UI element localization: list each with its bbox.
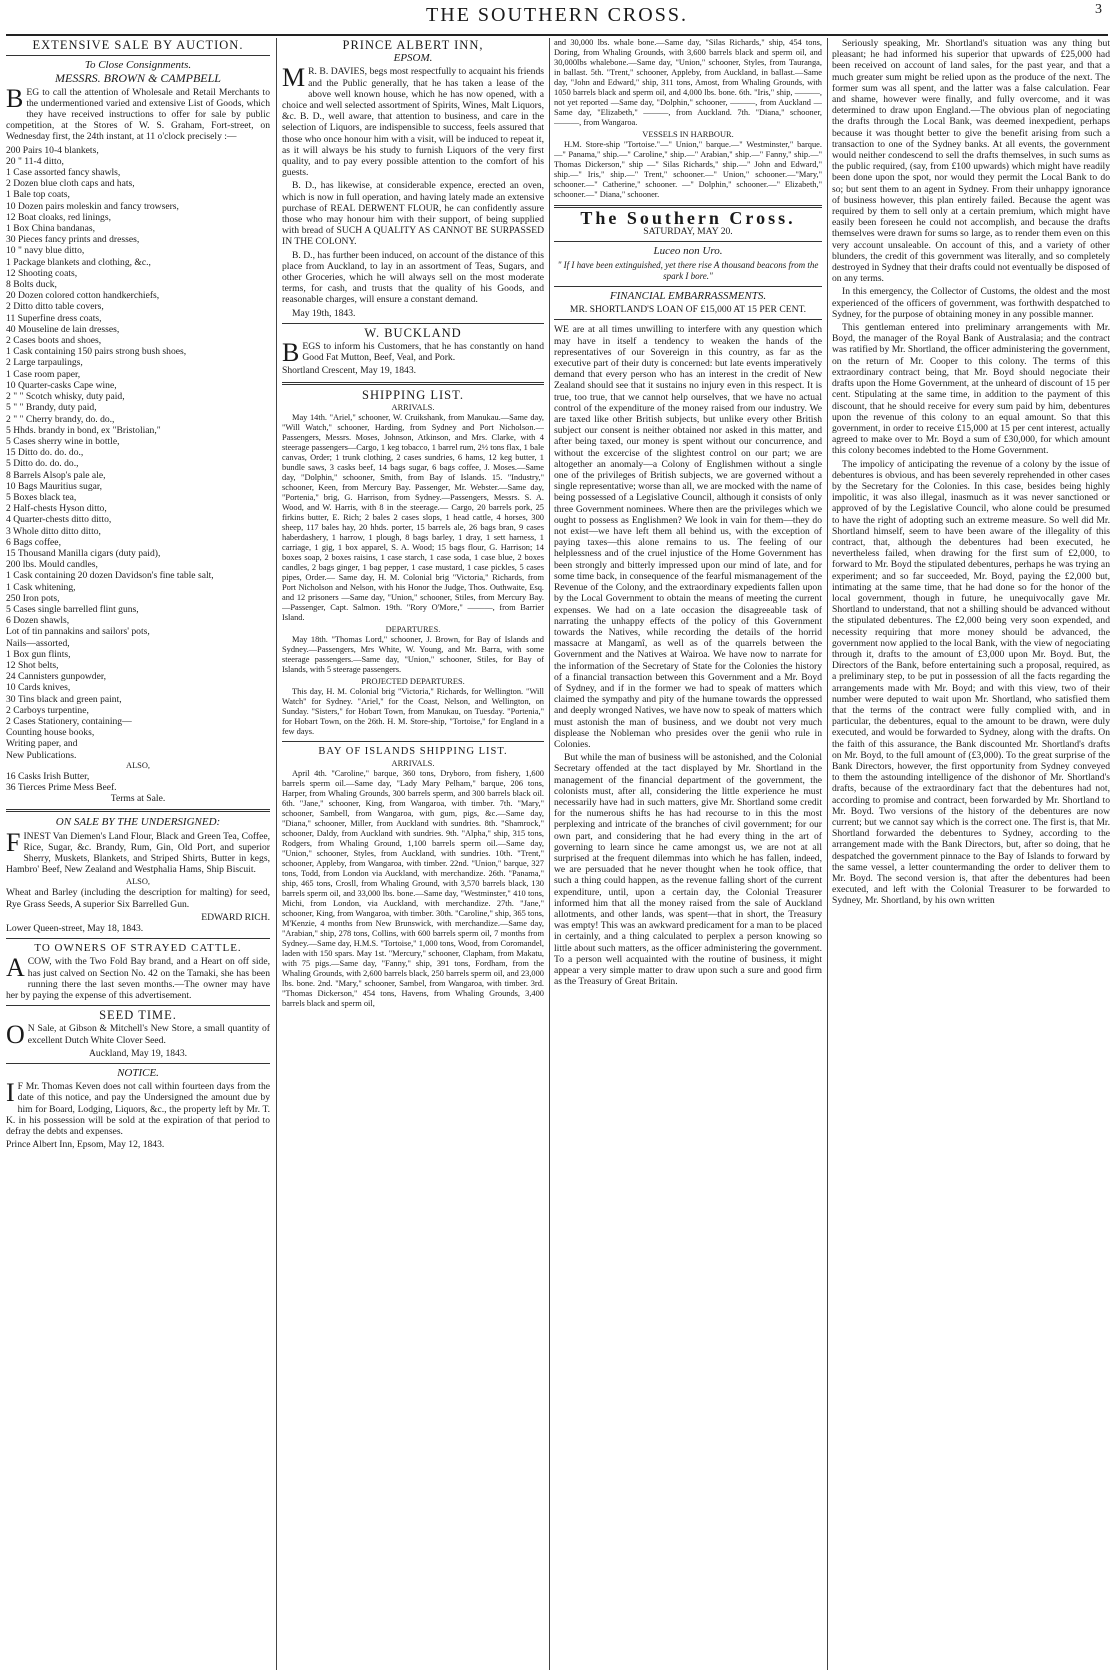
column-divider	[276, 38, 277, 1670]
masthead	[0, 0, 1114, 34]
list-item: 20 " 11-4 ditto,	[6, 155, 64, 167]
page-number: 3	[1095, 2, 1102, 17]
article-subheading: MR. SHORTLAND'S LOAN OF £15,000 AT 15 PER CENT.	[569, 304, 807, 316]
cattle-heading: TO OWNERS OF STRAYED CATTLE.	[34, 942, 242, 955]
list-item: 6 Dozen shawls,	[6, 615, 70, 627]
departures-label: DEPARTURES.	[385, 624, 441, 634]
list-item: 2 Cases boots and shoes,	[6, 335, 102, 347]
notice-text: F Mr. Thomas Keven does not call within fourteen days from the date of this notice, and pay the Undersigned the amount due by him for Board, Lodging, Liquors, &c., the property left by Mr. T. K. in his possession will be sold at the expiration of that period to defray the debts and expenses.	[6, 1081, 270, 1138]
shipping-heading: SHIPPING LIST.	[362, 387, 464, 402]
list-item: 5 Boxes black tea,	[6, 491, 77, 503]
list-item: 5 Ditto do. do. do.,	[6, 458, 79, 470]
divider	[6, 938, 270, 939]
list-item: 12 Boat cloaks, red linings,	[6, 211, 111, 223]
buckland-date: Shortland Crescent, May 19, 1843.	[282, 365, 417, 377]
list-item: 2 Large tarpaulings,	[6, 357, 83, 369]
divider	[282, 323, 544, 324]
boi-arrivals-label: ARRIVALS.	[391, 759, 435, 769]
inn-paragraph-2: B. D., has likewise, at considerable expence, erected an oven, which is now in full operation, and having lately made an extensive purchase of REAL DERWENT FLOUR, he can confidently assure those who may honour him with their support, of being supplied with bread of SUCH A QUALITY AS CANNOT BE SURPASSED IN THE COLONY.	[282, 180, 544, 248]
list-item: 2 Carboys turpentine,	[6, 704, 89, 716]
motto-latin: Luceo non Uro.	[653, 245, 723, 258]
list-item: 40 Mouseline de lain dresses,	[6, 323, 120, 335]
list-item: 5 Cases sherry wine in bottle,	[6, 435, 120, 447]
buckland-text: EGS to inform his Customers, that he has constantly on hand Good Fat Mutton, Beef, Veal, and Pork.	[302, 341, 544, 364]
article-paragraph-1: WE are at all times unwilling to interfere with any question which may have in itself a tendency to weaken the hands of the representatives of our Sovereign in this country, as far as the executive part of their duty is concerned: but late events imperatively demand that every person who has an interest in the credit of New Zealand should see that it sustains no injury even in this respect. It is true, too true, that we cannot help ourselves, that we have no actual control of the expenditure of the money raised from our industry. We are taxed like other British subjects, but unlike every other British subject our consent is neither obtained nor asked in this matter, and after being taxed, our money is spent without our concurrence, and without the excercise of the slightest control on our part; we are altogether an anomaly—a Colony of Englishmen without a single one of the privileges of British subjects, we are governed without a single representative; worse than all, we are mocked with the name of being possessed of a Legislative Council, although it consists of only three Government nominees. Where then are the privileges which we ought to possess as Englishmen? We look in vain for them—they do not exist—we have left them all behind us, with the exception of paying taxes—this alone remains to us. The feeling of our helplessness and of the cruel injustice of the Home Government has been strongly and bitterly impressed upon our mind of late, and for some time back, in consequence of the fearful mismanagement of the Revenue of the Colony, and the extraordinary expedients fallen upon by the Local Government to obtain the means of meeting the current expenses. We had on a late occasion the disagreeable task of narrating the unhappy effects of the policy of this Government towards the Natives, while recording the details of the horrid massacre at Mangamî, as well as of the quarrels between the Government and the Natives at Wairoa. We have now to narrate for the information of the Secretary of State for the Colonies the history of a financial transaction between this Government and a Mr. Boyd of Sydney, and if in the former we had to speak of matters which claimed the sympathy and pity of the humane towards the oppressed and deeply wronged Natives, we have now to speak of matters which must astonish the man of business, and we doubt not very much displease the Nobleman who presides over the genii who rule in Colonies.	[554, 324, 822, 750]
list-item: 5 Cases single barrelled flint guns,	[6, 603, 139, 615]
drop-cap: O	[6, 1020, 25, 1050]
departures-text: May 18th. "Thomas Lord," schooner, J. Brown, for Bay of Islands and Sydney.—Passengers, Mrs White, W. Young, and Mr. Barra, with some steerage passengers.—Same day, "Union," schooner, Stiles, for Bay of Islands, with 5 steerage passengers.	[282, 634, 544, 674]
paper-title: The Southern Cross.	[580, 208, 796, 228]
list-item: 15 Thousand Manilla cigars (duty paid),	[6, 547, 161, 559]
article-paragraph-3: Seriously speaking, Mr. Shortland's situation was any thing but pleasant; he had informed his superior that upwards of £25,000 had been received on account of land sales, for the past year, and that a much greater sum might be relied upon as the produce of the next. The former sum was all spent, and the latter was a false calculation. Fear and shame, however were finally, and fully overcome, and it was determined to draw upon England.—The obvious plan of negociating the drafts through the Local Bank, was deemed inexpedient, perhaps because it was thought better to give the benefit arising from such a transaction to one of the Sydney banks. At all events, the government would neither condescend to sell the drafts themselves, in such sums as the public required, (say, from £100 upwards) which might have readily been done upon the spot, nor would they permit the Local Bank to do so; but sent them to an agent in Sydney. From their unhappy ignorance of business however, this plan entirely failed. Because the agent was required by them to sell only at a certain premium, which might have easily been foreseen he could not accomplish, and because the drafts themselves were drawn for sums so large, as to render them even on this very account unsaleable. On account of this, and a variety of other blunders, the credit of this government was literally, and so completely destroyed in Sydney that their drafts could not eventually be disposed of on any terms.	[832, 38, 1110, 285]
column-1	[6, 38, 270, 1670]
sale-heading: EXTENSIVE SALE BY AUCTION.	[32, 38, 244, 52]
list-item: 1 Cask whitening,	[6, 581, 76, 593]
list-item: 16 Casks Irish Butter,	[6, 770, 90, 782]
column-3	[554, 38, 822, 1670]
projected-label: PROJECTED DEPARTURES.	[361, 676, 465, 686]
sale-subheading: To Close Consignments.	[84, 59, 192, 72]
divider	[282, 382, 544, 385]
list-item: 2 Cases Stationery, containing—	[6, 715, 132, 727]
divider	[282, 741, 544, 742]
list-item: 10 Bags Mauritius sugar,	[6, 480, 103, 492]
divider	[554, 241, 822, 242]
list-item: 20 Dozen colored cotton handkerchiefs,	[6, 290, 160, 302]
cattle-text: COW, with the Two Fold Bay brand, and a Heart on off side, has just calved on Section No. 42 on the Tamaki, she has been running there the last seven months.—The owner may have her by paying the expense of this advertisement.	[6, 956, 270, 1002]
list-item: 2 Half-chests Hyson ditto,	[6, 503, 107, 515]
list-item: 250 Iron pots,	[6, 592, 60, 604]
list-item: 5 Hhds. brandy in bond, ex "Bristolian,"	[6, 424, 161, 436]
list-item: 10 " navy blue ditto,	[6, 245, 85, 257]
list-item: New Publications.	[6, 749, 77, 761]
list-item: 10 Cards knives,	[6, 682, 71, 694]
divider	[6, 55, 270, 56]
divider	[554, 286, 822, 287]
onsale-heading: ON SALE BY THE UNDERSIGNED:	[55, 816, 221, 829]
vessels-label: VESSELS IN HARBOUR.	[642, 130, 734, 139]
notice-heading: NOTICE.	[117, 1067, 159, 1080]
sale-firm: MESSRS. BROWN & CAMPBELL	[55, 71, 221, 86]
inn-date: May 19th, 1843.	[292, 307, 356, 319]
divider	[6, 809, 270, 812]
list-item: 1 Case room paper,	[6, 368, 81, 380]
seed-heading: SEED TIME.	[99, 1008, 177, 1023]
onsale-signature: EDWARD RICH.	[201, 911, 270, 923]
masthead-rule	[6, 34, 1108, 36]
onsale-text: INEST Van Diemen's Land Flour, Black and Green Tea, Coffee, Rice, Sugar, &c. Brandy, Rum, Gin, Old Port, and superior Sherry, Muskets, Blankets, and Striped Shirts, Butter in kegs, Hambro' Beef, New Zealand and Westphalia Hams, Ship Biscuit.	[6, 830, 270, 876]
list-item: 200 lbs. Mould candles,	[6, 559, 98, 571]
arrivals-text: May 14th. "Ariel," schooner, W. Cruikshank, from Manukau.—Same day, "Will Watch," schooner, Harding, from Sydney and Port Nicholson.—Passengers, Messrs. Moses, Johnson, Atkinson, and Mrs. Clarke, with 4 steerage passengers—Cargo, 1 keg tobacco, 1 barrel rum, 2½ tons flax, 1 bale canvas, Order; 1 trunk clothing, 2 cases sundries, 6 hams, 12 keg butter, 1 bundle saws, 3 casks beef, 14 bags sugar, 6 bags coffee, J. Moses.—Same day, "Dolphin," schooner, Smith, from Bay of Islands. 15. "Industry," schooner, Keen, from Mercury Bay. Passenger, Mr. Webster.—Same day, "Portenia," brig, G. Harrison, from Sydney.—Passengers, Messrs. S. A. Wood, and W. Harris, with 8 in the steerage.— Cargo, 20 barrels pork, 25 firkins butter, E. Rich; 2 bales 2 cases slops, 1 head cattle, 4 horses, 300 sheep, 117 bales hay, 20 hhds. porter, 15 barrels ale, 26 bags bran, 9 cases haberdashery, 1 harrow, 1 plough, 8 bags barley, 1 dray, 1 sett harness, 1 carriage, 1 gig, 1 box apparel, S. A. Wood; 15 bags flour, G. Harrison; 14 boxes soap, 2 boxes raisins, 1 case starch, 1 case soda, 1 case blue, 2 boxes candles, 2 bags ginger, 1 bag pepper, 1 case mustard, 1 case pickles, 5 cases pipes, Order.— Same day, H. M. Colonial brig "Victoria," Richards, from Port Nicholson and Nelson, with his Honor the Judge, Thos. Outhwaite, Esq. and 12 prisoners —Same day, "Union," schooner, Stiles, from Mercury Bay.—Passenger, Capt. Salmon. 19th. "Rory O'More," ———, from Barrier Island.	[282, 412, 544, 622]
seed-text: N Sale, at Gibson & Mitchell's New Store, a small quantity of excellent Dutch White Clover Seed.	[27, 1023, 270, 1046]
sale-items-list	[6, 145, 270, 761]
vessels-text: H.M. Store-ship "Tortoise."—" Union," barque.—" Westminster," barque.—" Panama," ship.—" Caroline," ship.—" Arabian," ship.—" Fanny," ship.—" Thomas Dickerson," ship —" Silas Richards," ship.—" John and Edward," ship.—" Iris," ship.—" Trent," schooner.—" Union," schooner.—"Mary," schooner.—" Catherine," schooner. —" Dolphin," schooner.—" Elizabeth," schooner.—" Diana," schooner.	[554, 140, 822, 199]
drop-cap: B	[6, 83, 24, 113]
list-item: 15 Ditto do. do. do.,	[6, 447, 84, 459]
column-divider	[549, 38, 550, 1670]
article-paragraph-2: But while the man of business will be astonished, and the Colonial Secretary offended at the tact displayed by Mr. Shortland in the management of the financial department of the government, the colonists must, after all, considering the little experience he must necessarily have had in such matters, give Mr. Shortland some credit for the numerous shifts he has had recourse to in this the most perplexing and intricate of the branches of civil government; for our own part, and considering that he had every thing in the art of governing to learn since he came amongst us, we are not at all surprised at the frequent dilemmas into which he has fallen, indeed, we are persuaded that he never thought when he took office, that such a thing could happen, as the revenue falling short of the current expenditure, until, upon a certain day, the Colonial Treasurer informed him that all the money raised from the sale of Auckland allotments, and other lands, was spent—that in short, the Treasury was empty! This was an awkward predicament for a man to be placed in certainly, and a thing calculated to perplex a person knowing so little about such matters, as the officer administering the government. To a person well acquainted with the routine of business, it might appear a very simple matter to draw upon such a sure and good firm as the Treasury of Great Britain.	[554, 752, 822, 988]
list-item: 200 Pairs 10-4 blankets,	[6, 144, 99, 156]
inn-heading: PRINCE ALBERT INN,	[342, 38, 484, 52]
list-item: Counting house books,	[6, 727, 95, 739]
seed-date: Auckland, May 19, 1843.	[88, 1047, 188, 1059]
list-item: 10 Dozen pairs moleskin and fancy trowsers,	[6, 200, 179, 212]
newspaper-title: THE SOUTHERN CROSS.	[426, 4, 688, 26]
inn-subheading: EPSOM.	[393, 52, 433, 65]
list-item: Lot of tin pannakins and sailors' pots,	[6, 626, 150, 638]
sale-items-list-2	[6, 771, 270, 793]
drop-cap: B	[282, 338, 300, 368]
list-item: 5 " " Brandy, duty paid,	[6, 402, 97, 414]
list-item: 30 Pieces fancy prints and dresses,	[6, 234, 140, 246]
article-paragraph-4: In this emergency, the Collector of Customs, the oldest and the most experienced of the officers of government, was forthwith despatched to Sydney, for the purpose of obtaining money in any possible manner.	[832, 286, 1110, 320]
list-item: 1 Cask containing 20 dozen Davidson's fine table salt,	[6, 570, 214, 582]
notice-signature: Prince Albert Inn, Epsom, May 12, 1843.	[6, 1139, 165, 1151]
projected-text: This day, H. M. Colonial brig "Victoria," Richards, for Wellington. "Will Watch" for Sydney. "Ariel," for the Coast, Nelson, and Wellington, on Sunday. "Sisters," for Hobart Town, from Manukau, on Tuesday. "Portenia," for Hobart Town, on the 26th. H. M. Store-ship, "Tortoise," for England in a few days.	[282, 686, 544, 736]
column-4	[832, 38, 1110, 1670]
list-item: 2 " " Cherry brandy, do. do.,	[6, 413, 115, 425]
list-item: 1 Package blankets and clothing, &c.,	[6, 256, 151, 268]
list-item: 1 Bale top coats,	[6, 189, 70, 201]
list-item: 36 Tierces Prime Mess Beef.	[6, 782, 117, 793]
article-paragraph-6: The impolicy of anticipating the revenue of a colony by the issue of debentures is obvious, and has been severely reprehended in other cases by the Secretary for the Colonies. In this case, besides being highly impolitic, it was also illegal, inasmuch as it was never sanctioned or approved of by the Legislative Council, who alone could be presumed to have the right of adopting such an extreme measure. So well did Mr. Shortland himself, seem to have been aware of the illegality of this contract, that, although the debentures had been executed, he nevertheless failed, when drawing for the first sum of £2,000, to forward to Mr. Boyd the stipulated debentures, perhaps he was trying an experiment; and so far succeeded, Mr. Boyd, paying the £2,000 but, intimating at the same time, that he had done so for the honor of the local government, though in future, he unequivocally gave Mr. Shortland to understand, that not a shilling should be advanced without the stipulated debentures. The £2,000 being very soon expended, and necessity requiring that more money should be advanced, the government now applied to the local Bank, with the view of negociating through it, drafts to the amount of £3,000 upon Mr. Boyd. But, the Directors of the Bank, before entertaining such a proposal, required, as a preliminary step, to be put in possession of all the facts regarding the arrangements made with Mr. Boyd; and with this view, two of their number were deputed to wait upon Mr. Shortland, who satisfied them that the terms of the contract were fully complied with, and in particular, the debentures, equal to the amount to be drawn, were duly executed, and would be forwarded to Sydney, along with the drafts. On the faith of this assurance, the Bank discounted Mr. Shortland's drafts on Mr. Boyd, to the full amount of (£3,000). To the great surprise of the Bank Directors, however, the first opportunity from Sydney conveyed to them the astounding intelligence of the dishonor of Mr. Shortland's drafts, because of the extraordinary fact that the debentures had not, according to promise and contract, been forwarded by Mr. Shortland to Mr. Boyd. Two versions of the history of the debentures are now current; but we cannot say which is the correct one. The first is, that Mr. Shortland forwarded the debentures to Sydney, according to the arrangement made with the Bank Directors, but, after so doing, that he despatched the government pinnace to the Bay of Islands to forward by the same vessel, a letter countermanding the order to deliver them to Mr. Boyd. The second version is, that after the debentures had been executed, and left with the Colonial Treasurer to be forwarded to Sydney, Mr. Shortland, by his own written	[832, 458, 1110, 907]
list-item: 24 Cannisters gunpowder,	[6, 671, 107, 683]
list-item: 12 Shooting coats,	[6, 267, 78, 279]
paper-date: SATURDAY, MAY 20.	[643, 226, 733, 238]
list-item: 1 Box China bandanas,	[6, 223, 95, 235]
list-item: 8 Bolts duck,	[6, 279, 57, 291]
list-item: 2 " " Scotch whisky, duty paid,	[6, 391, 125, 403]
inn-paragraph-3: B. D., has further been induced, on account of the distance of this place from Auckland, to lay in an assortment of Teas, Sugars, and other Groceries, which he will always sell on the most moderate terms, for cash, and trusts that the quality of his Goods, and reasonable charges, will ensure a constant demand.	[282, 249, 544, 306]
divider	[6, 1063, 270, 1064]
article-heading: FINANCIAL EMBARRASSMENTS.	[609, 290, 767, 303]
list-item: 12 Shot belts,	[6, 659, 59, 671]
list-item: 6 Bags coffee,	[6, 536, 61, 548]
list-item: 1 Case assorted fancy shawls,	[6, 167, 121, 179]
inn-paragraph-1: R. B. DAVIES, begs most respectfully to acquaint his friends and the Public generally, that he has taken a lease of the above well known house, which he has now opened, with a choice and well selected assortment of Spirits, Wines, Malt Liquors, &c. B. D., well aware, that attention to business, and care in the selection of Liquors, are indispensible to success, feels assured that those who once honour him with a visit, will be induced to repeat it, as it will always be his study to furnish Liquors of the very first quality, and to pay every possible attention to the comfort of his guests.	[282, 66, 544, 179]
list-item: 4 Quarter-chests ditto ditto,	[6, 514, 112, 526]
list-item: 3 Whole ditto ditto ditto,	[6, 525, 101, 537]
list-item: 8 Barrels Alsop's pale ale,	[6, 469, 106, 481]
motto-english: " If I have been extinguished, yet there rise A thousand beacons from the spark I bore."	[557, 259, 819, 281]
drop-cap: F	[6, 827, 21, 857]
list-item: 1 Box gun flints,	[6, 648, 71, 660]
list-item: 2 Dozen blue cloth caps and hats,	[6, 178, 135, 190]
boi-text: April 4th. "Caroline," barque, 360 tons, Dryboro, from fishery, 1,600 barrels sperm oil.—Same day, "Lady Mary Pelham," barque, 206 tons, Harper, from Whaling Grounds, 300 barrels sperm, and 300 barrels black oil. 6th. "Jane," schooner, King, from Wangaroa, with timber. 7th. "Mary," schooner, Sambell, from Wangaroa, with gum, pigs, &c.—Same day, "Diana," schooner, Miller, from Auckland with sundries. 8th. "Shamrock," schooner, Daldy, from Auckland with sundries. 9th. "Alpha," ship, 315 tons, Rodgers, from Whaling Ground, 1,100 barrels sperm oil.—Same day, "Union," schooner, Styles, from Auckland, with sundries. 10th. "Trent," schooner, Appleby, from Wangaroa, with timber. 22nd. "Union," barque, 327 tons, Todd, from London via Auckland, with merchandize. 26th. "Panama," ship, 465 tons, Crosll, from Whaling Ground, with 3,570 barrels black, 130 barrels sperm oil, and 33,000 lbs. bone.—Same day, "Westminster," 410 tons, Michi, from London, via Auckland, with merchandize. 27th. "Jane," schooner, King, from Wangaroa, with timber. 30th. "Caroline," ship, 365 tons, M'Kenzie, 4 months from New Brunswick, with merchandize.—Same day, "Arabian," ship, 278 tons, Collins, with 600 barrels sperm oil, 7 months from Sydney.—Same day, H.M.S. "Tortoise," 1,000 tons, Wood, from Coromandel, laden with 150 spars. May 1st. "Mercury," schooner, Clapham, from Makatu, with 75 pigs.—Same day, "Fanny," ship, 391 tons, Fordham, from the Whaling Grounds, with 2,600 barrels black, 250 barrels sperm oil, and 23,000 lbs. bone. 2nd. "Mary," schooner, Sambel, from Wangaroa, with timber. 3rd. "Thomas Dickerson," 454 tons, Havens, from Whaling Grounds, 3,400 barrels black and sperm oil,	[282, 769, 544, 1009]
also-label: ALSO,	[126, 877, 150, 887]
column-2	[282, 38, 544, 1670]
onsale-text-2: Wheat and Barley (including the description for malting) for seed, Rye Grass Seeds, A superior Six Barrelled Gun.	[6, 887, 270, 910]
drop-cap: M	[282, 63, 306, 93]
list-item: Nails—assorted,	[6, 637, 70, 649]
onsale-address: Lower Queen-street, May 18, 1843.	[6, 923, 144, 935]
boi-heading: BAY OF ISLANDS SHIPPING LIST.	[318, 745, 508, 757]
divider	[6, 1005, 270, 1006]
list-item: 11 Superfine dress coats,	[6, 312, 102, 324]
list-item: 10 Quarter-casks Cape wine,	[6, 379, 117, 391]
sale-intro: EG to call the attention of Wholesale and Retail Merchants to the undermentioned varied and extensive List of Goods, which they have received instructions to offer for sale by public competition, at the Stores of W. S. Graham, Fort-street, on Wednesday first, the 24th instant, at 11 o'clock precisely :—	[6, 86, 270, 143]
list-item: 2 Ditto ditto table covers,	[6, 301, 104, 313]
article-paragraph-5: This gentleman entered into preliminary arrangements with Mr. Boyd, the manager of the Royal Bank of Australasia; and the contract was ratified by Mr. Shortland, the officer administering the government, on the return of Mr. Cooper to this colony. The terms of this extraordinary contract being, that Mr. Boyd should negociate their drafts upon the Home Government, at the unheard of discount of 15 per cent. Stipulating at the same time, in addition to the payment of this discount, that he should receive for every sum paid by him, debentures upon the revenue of this colony to an equal amount. So that this government, in order to receive £15,000 at 15 per cent interest, actually agreed to make over to Mr. Boyd a sum of £30,000, for which amount this colony becomes indebted to the Home Government.	[832, 322, 1110, 457]
buckland-heading: W. BUCKLAND	[364, 325, 462, 340]
arrivals-label: ARRIVALS.	[391, 402, 435, 412]
list-item: 30 Tins black and green paint,	[6, 693, 122, 705]
also-label: ALSO,	[126, 760, 150, 770]
shipping-continued: and 30,000 lbs. whale bone.—Same day, "Silas Richards," ship, 454 tons, Doring, from Whaling Grounds, with 3,600 barrels black and sperm oil, and 30,000lbs whalebone.—Same day, "Union," schooner, Styles, from Tauranga, in ballast. 5th. "Trent," schooner, Appleby, from Auckland, in ballast.—Same day, "John and Edward," ship, 311 tons, Amost, from Whaling Grounds, with 1050 barrels black and sperm oil, and 4,000 lbs. bone. 6th. "Iris," ship, ———, not yet reported —Same day, "Dolphin," schooner, ———, from Auckland —Same day, "Elizabeth," ———, from Auckland. 7th. "Diana," schooner, ———, from Wangaroa.	[554, 38, 822, 127]
list-item: 1 Cask containing 150 pairs strong bush shoes,	[6, 346, 187, 358]
drop-cap: I	[6, 1078, 15, 1108]
list-item: Writing paper, and	[6, 738, 78, 750]
drop-cap: A	[6, 953, 25, 983]
column-divider	[827, 38, 828, 1670]
terms: Terms at Sale.	[110, 793, 166, 805]
divider	[554, 319, 822, 320]
